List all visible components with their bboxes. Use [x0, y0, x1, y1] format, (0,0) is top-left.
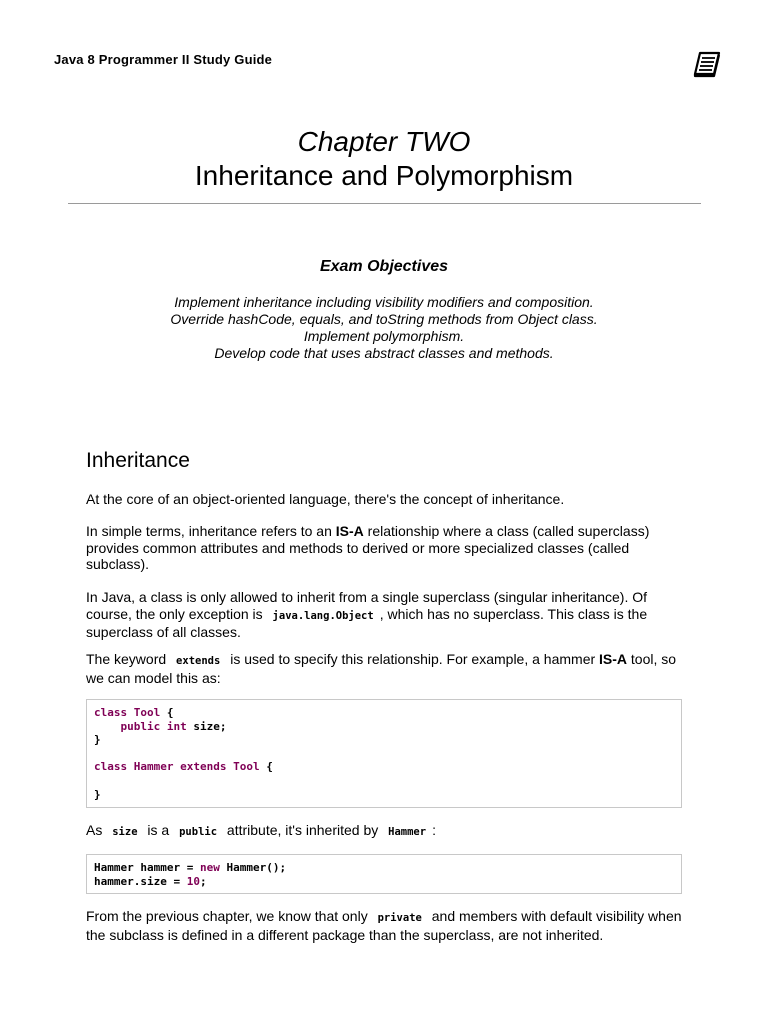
objective-item: Override hashCode, equals, and toString methods from Object class.	[170, 311, 598, 327]
paragraph-4: The keyword extends is used to specify this relationship. For example, a hammer IS-A tool, so we can model this as:	[86, 651, 677, 686]
paragraph-3: In Java, a class is only allowed to inherit from a single superclass (singular inheritance). Of course, the only exception is java.lang.Object , which has no superclass. This class is the superclass of all classes.	[86, 589, 648, 640]
code-line: hammer.size = 10;	[94, 874, 207, 888]
code-block-tool-hammer	[86, 699, 682, 808]
inline-code: extends	[176, 655, 221, 667]
title-divider	[68, 203, 701, 204]
objective-item: Implement polymorphism.	[303, 328, 465, 344]
paragraph-2: In simple terms, inheritance refers to an IS-A relationship where a class (called superclass) provides common attributes and methods to derived or more specialized classes (called subclass).	[86, 523, 650, 572]
is-a-term: IS-A	[335, 523, 364, 539]
objective-item: Implement inheritance including visibility modifiers and composition.	[174, 294, 594, 310]
code-line: }	[94, 733, 101, 747]
code-line: }	[94, 787, 101, 801]
objectives-list	[0, 294, 768, 362]
code-line: public int size;	[120, 719, 227, 733]
code-line: class Hammer extends Tool {	[94, 760, 273, 774]
inline-code: size	[112, 826, 138, 838]
inline-code: java.lang.Object	[272, 609, 374, 622]
objective-item: Develop code that uses abstract classes and methods.	[214, 345, 554, 361]
is-a-term: IS-A	[599, 651, 628, 667]
code-line	[94, 774, 674, 788]
inline-code: private	[377, 912, 422, 924]
running-header-title: Java 8 Programmer II Study Guide	[54, 52, 273, 67]
objectives-title: Exam Objectives	[319, 258, 449, 275]
paragraph-1: At the core of an object-oriented language, there's the concept of inheritance.	[86, 491, 565, 507]
paragraph-5: As size is a public attribute, it's inherited by Hammer :	[86, 822, 436, 838]
section-heading: Inheritance	[86, 449, 190, 472]
inline-code: Hammer	[388, 826, 427, 838]
paragraph-6: From the previous chapter, we know that only private and members with default visibility when the subclass is defined in a different package than the superclass, are not inherited.	[86, 908, 682, 943]
chapter-title: Inheritance and Polymorphism	[194, 160, 574, 191]
book-icon	[692, 50, 722, 78]
code-line	[94, 747, 674, 761]
inline-code: public	[179, 826, 218, 838]
code-line: Hammer hammer = new Hammer();	[94, 861, 287, 874]
code-line: class Tool {	[94, 706, 174, 719]
chapter-label: Chapter TWO	[297, 126, 471, 157]
code-block-hammer-instance	[86, 854, 682, 894]
